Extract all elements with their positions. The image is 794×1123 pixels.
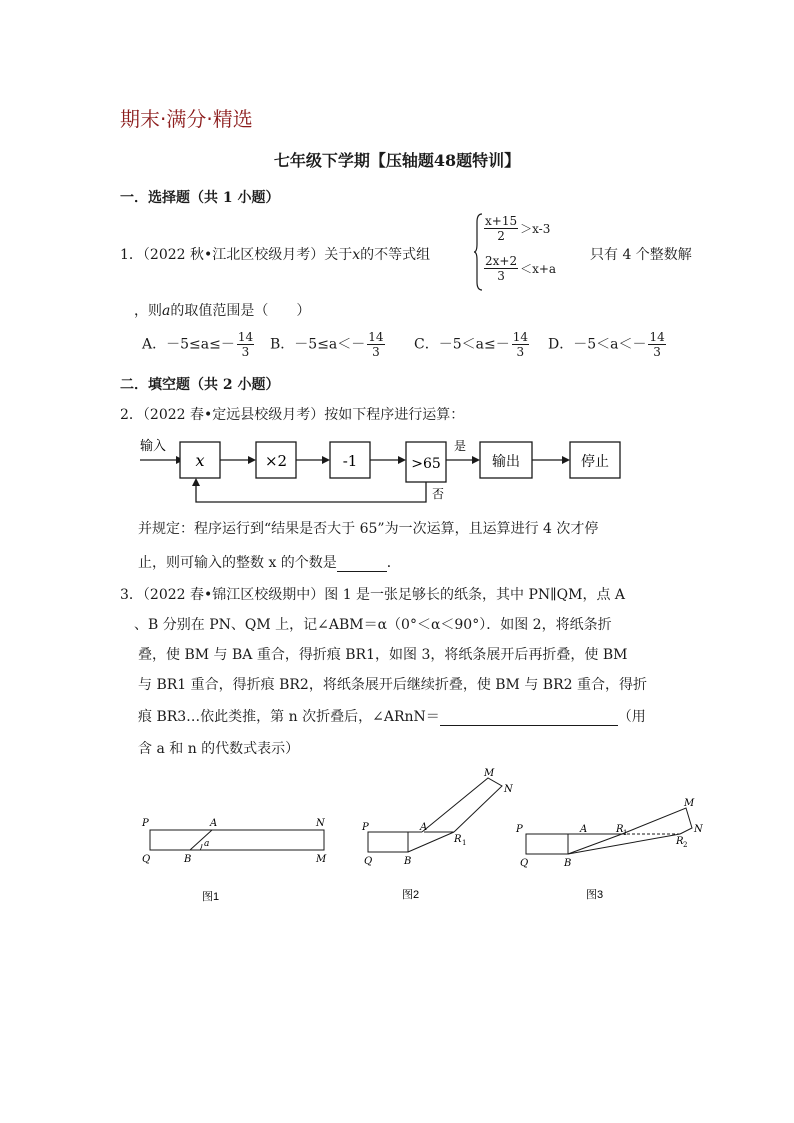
q3-line6: 含 a 和 n 的代数式表示） bbox=[138, 741, 300, 757]
svg-text:A: A bbox=[210, 818, 218, 829]
flow-no: 否 bbox=[432, 487, 445, 501]
q3-answer-blank[interactable] bbox=[440, 709, 618, 726]
q1-mid: 的不等式组 bbox=[360, 247, 431, 263]
figure-2-caption: 图2 bbox=[402, 889, 420, 901]
eq2-relation: ＜x+a bbox=[520, 262, 557, 276]
brand-label: 期末·满分·精选 bbox=[120, 107, 253, 131]
q2-answer-blank[interactable] bbox=[337, 555, 387, 572]
svg-text:R: R bbox=[454, 834, 462, 845]
q1-lead: 1．（2022 秋•江北区校级月考）关于 bbox=[120, 247, 353, 263]
figure-1 bbox=[138, 812, 338, 902]
svg-text:Q: Q bbox=[520, 858, 529, 869]
flowchart bbox=[138, 434, 638, 510]
svg-text:R: R bbox=[616, 824, 624, 835]
flow-stop: 停止 bbox=[581, 453, 609, 469]
svg-text:M: M bbox=[316, 854, 327, 865]
section-heading-fill: 二．填空题（共 2 小题） bbox=[120, 377, 280, 393]
svg-text:M: M bbox=[684, 798, 695, 809]
figure-3 bbox=[510, 792, 710, 906]
inequality-1 bbox=[482, 214, 550, 243]
q1-tail: 只有 4 个整数解 bbox=[590, 247, 692, 263]
svg-text:2: 2 bbox=[683, 841, 688, 849]
q2-lead: 2．（2022 春•定远县校级月考）按如下程序进行运算： bbox=[120, 407, 465, 423]
inequality-2 bbox=[482, 254, 556, 283]
q2-line2: 止，则可输入的整数 x 的个数是 ． bbox=[138, 555, 401, 571]
flow-output: 输出 bbox=[492, 453, 520, 469]
svg-text:N: N bbox=[694, 824, 703, 835]
svg-text:1: 1 bbox=[462, 839, 467, 847]
q3-line4: 与 BR1 重合，得折痕 BR2，将纸条展开后继续折叠，使 BM 与 BR2 重合，得折 bbox=[138, 677, 647, 693]
section-heading-choice: 一．选择题（共 1 小题） bbox=[120, 190, 280, 206]
figure-3-caption: 图3 bbox=[586, 889, 604, 901]
option-b[interactable]: B．－5≤a＜－ $\frac{14}{3}$ bbox=[270, 330, 384, 359]
eq1-relation: ＞x-3 bbox=[520, 222, 551, 236]
flow-minus1: -1 bbox=[342, 452, 358, 470]
svg-text:Q: Q bbox=[142, 854, 151, 865]
q3-line3: 叠，使 BM 与 BA 重合，得折痕 BR1，如图 3，将纸条展开后再折叠，使 BM bbox=[138, 647, 628, 663]
page-title: 七年级下学期【压轴题48题特训】 bbox=[273, 151, 521, 170]
q1-line2-b: 的取值范围是（ ） bbox=[170, 303, 311, 319]
svg-text:M: M bbox=[484, 768, 495, 779]
svg-text:Q: Q bbox=[364, 856, 373, 867]
svg-text:N: N bbox=[316, 818, 325, 829]
svg-text:P: P bbox=[362, 822, 369, 833]
flow-yes: 是 bbox=[454, 439, 467, 453]
q1-line1 bbox=[120, 244, 430, 264]
option-a[interactable]: A．－5≤a≤－ $\frac{14}{3}$ bbox=[142, 330, 254, 359]
svg-text:R: R bbox=[676, 836, 684, 847]
figure-2 bbox=[356, 766, 529, 906]
q1-var-a: a bbox=[162, 303, 171, 319]
option-d[interactable]: D．－5＜a＜－ $\frac{14}{3}$ bbox=[548, 330, 665, 359]
q1-line2-a: ，则 bbox=[134, 303, 162, 319]
eq2-denominator: 3 bbox=[497, 269, 505, 283]
inequality-system bbox=[474, 212, 574, 292]
figure-1-caption: 图1 bbox=[202, 891, 220, 902]
svg-text:1: 1 bbox=[623, 829, 628, 837]
svg-text:B: B bbox=[184, 854, 192, 865]
flow-input-label: 输入 bbox=[140, 438, 167, 453]
svg-text:B: B bbox=[404, 856, 412, 867]
q2-line1: 并规定：程序运行到“结果是否大于 65”为一次运算，且运算进行 4 次才停 bbox=[138, 521, 599, 537]
svg-text:a: a bbox=[204, 839, 210, 849]
svg-text:P: P bbox=[516, 824, 523, 835]
svg-text:A: A bbox=[420, 822, 428, 833]
q3-line2: 、B 分别在 PN、QM 上，记∠ABM＝α（0°＜α＜90°）．如图 2，将纸条折 bbox=[134, 617, 612, 633]
option-c[interactable]: C．－5＜a≤－ $\frac{14}{3}$ bbox=[414, 330, 528, 359]
flow-gt65: >65 bbox=[411, 456, 441, 472]
q1-line2 bbox=[134, 300, 310, 320]
flow-times2: ×2 bbox=[264, 452, 288, 470]
svg-text:N: N bbox=[504, 784, 513, 795]
q3-line5: 痕 BR3…依此类推，第 n 次折叠后，∠ARnN＝ （用 bbox=[138, 709, 646, 725]
eq1-denominator: 2 bbox=[497, 229, 505, 243]
q1-var-x: x bbox=[352, 247, 361, 263]
svg-text:B: B bbox=[564, 858, 572, 869]
eq2-numerator: 2x+2 bbox=[485, 254, 518, 268]
flow-x: x bbox=[195, 451, 205, 470]
svg-text:A: A bbox=[580, 824, 588, 835]
eq1-numerator: x+15 bbox=[485, 214, 518, 228]
svg-text:P: P bbox=[142, 818, 149, 829]
q3-line1: 3．（2022 春•锦江区校级期中）图 1 是一张足够长的纸条，其中 PN∥QM，点 A bbox=[120, 587, 626, 603]
